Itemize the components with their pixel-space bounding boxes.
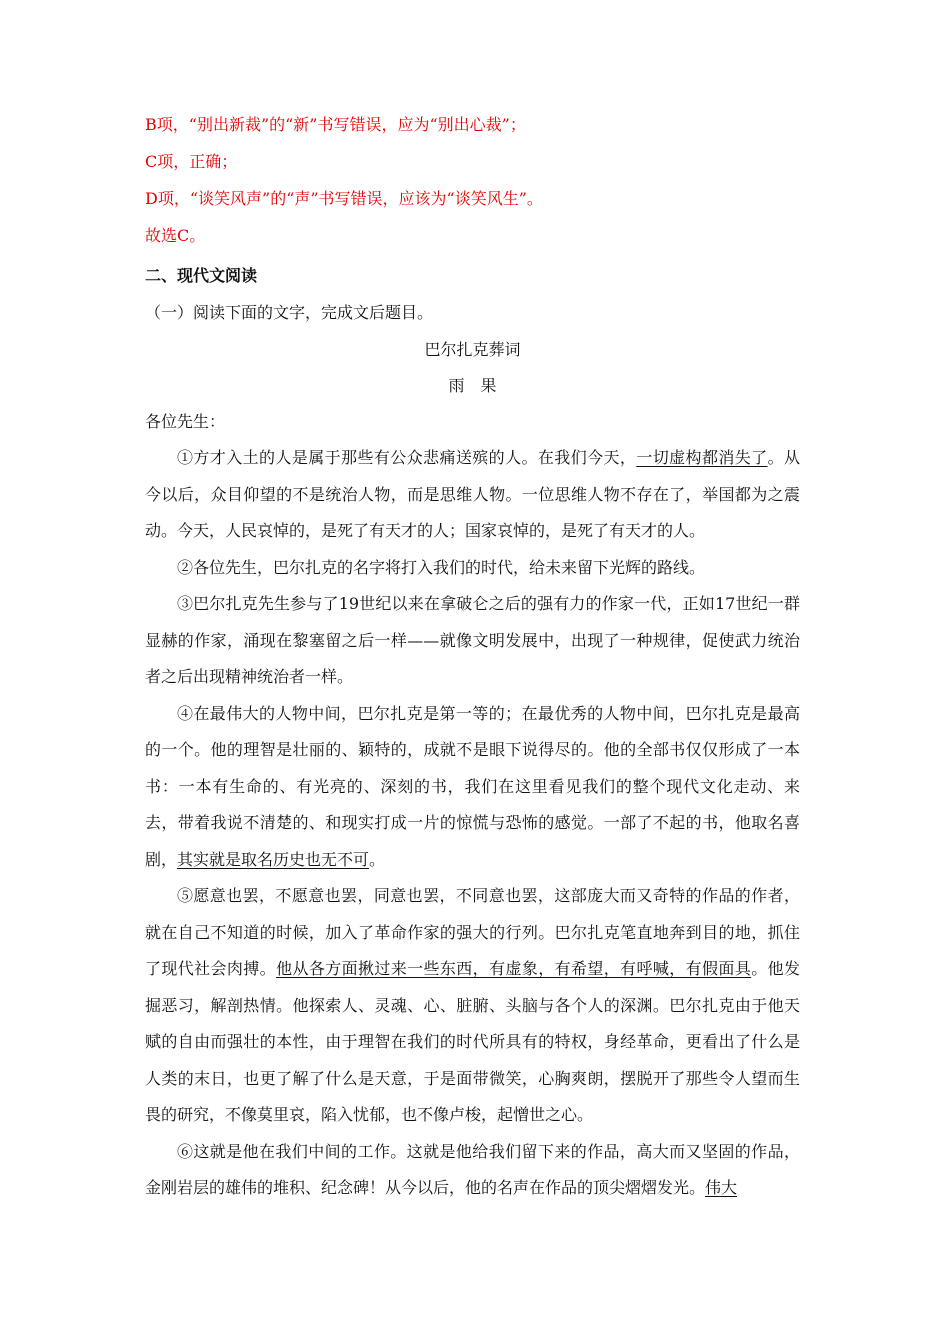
instruction: （一）阅读下面的文字，完成文后题目。 — [145, 303, 434, 322]
salutation: 各位先生： — [145, 412, 226, 431]
paragraph-2: ②各位先生，巴尔扎克的名字将打入我们的时代，给未来留下光辉的路线。 — [177, 557, 706, 577]
paragraph-6-text: ⑥这就是他在我们中间的工作。这就是他给我们留下来的作品，高大而又坚固的作品，金刚岩层的雄伟的堆积、纪念碑！从今以后，他的名声在作品的顶尖熠熠发光。 — [145, 1141, 800, 1197]
paragraph-5 — [145, 878, 800, 1134]
answer-line-b: B项，“别出新裁”的“新”书写错误，应为“别出心裁”； — [145, 115, 526, 134]
paragraph-3: ③巴尔扎克先生参与了19世纪以来在拿破仑之后的强有力的作家一代，正如17世纪一群显赫的作家，涌现在黎塞留之后一样——就像文明发展中，出现了一种规律，促使武力统治者之后出现精神统治者一样。 — [145, 594, 800, 686]
article-author: 雨 果 — [448, 376, 497, 395]
paragraph-5-text: ⑤愿意也罢，不愿意也罢，同意也罢，不同意也罢，这部庞大而又奇特的作品的作者，就在自己不知道的时候，加入了革命作家的强大的行列。巴尔扎克笔直地奔到目的地，抓住了现代社会肉搏。 — [145, 886, 800, 978]
paragraph-6-underlined: 伟大 — [705, 1178, 738, 1197]
paragraph-1 — [145, 440, 800, 550]
paragraph-4 — [145, 696, 800, 879]
paragraph-1-text-end: 。从今以后，众目仰望的不是统治人物，而是思维人物。一位思维人物不存在了，举国都为之震动。今天，人民哀悼的，是死了有天才的人；国家哀悼的，是死了有天才的人。 — [145, 448, 800, 540]
article-title: 巴尔扎克葬词 — [424, 340, 521, 359]
paragraph-1-underlined: 一切虚构都消失了 — [636, 448, 768, 467]
answer-conclusion: 故选C。 — [145, 226, 206, 245]
paragraph-4-text-end: 。 — [369, 849, 386, 869]
section-title: 二、现代文阅读 — [145, 266, 258, 285]
paragraph-5-text-end: 。他发掘恶习，解剖热情。他探索人、灵魂、心、脏腑、头脑与各个人的深渊。巴尔扎克由于他天赋的自由而强壮的本性，由于理智在我们的时代所具有的特权，身经革命，更看出了什么是人类的末日，也更了解了什么是天意，于是面带微笑，心胸爽朗，摆脱开了那些令人望而生畏的研究，不像莫里哀，陷入忧郁，也不像卢梭，起憎世之心。 — [145, 959, 800, 1124]
paragraph-4-underlined: 其实就是取名历史也无不可 — [177, 849, 370, 869]
answer-line-c: C项，正确； — [145, 152, 238, 171]
answer-line-d: D项，“谈笑风声”的“声”书写错误，应该为“谈笑风生”。 — [145, 189, 543, 208]
paragraph-1-text: ①方才入土的人是属于那些有公众悲痛送殡的人。在我们今天， — [177, 448, 637, 467]
paragraph-4-text: ④在最伟大的人物中间，巴尔扎克是第一等的；在最优秀的人物中间，巴尔扎克是最高的一个。他的理智是壮丽的、颖特的，成就不是眼下说得尽的。他的全部书仅仅形成了一本书：一本有生命的、有光亮的、深刻的书，我们在这里看见我们的整个现代文化走动、来去，带着我说不清楚的、和现实打成一片的惊慌与恐怖的感觉。一部了不起的书，他取名喜剧， — [145, 703, 800, 869]
paragraph-5-underlined: 他从各方面揪过来一些东西，有虚象，有希望，有呼喊，有假面具 — [276, 959, 752, 978]
paragraph-6 — [145, 1134, 800, 1207]
